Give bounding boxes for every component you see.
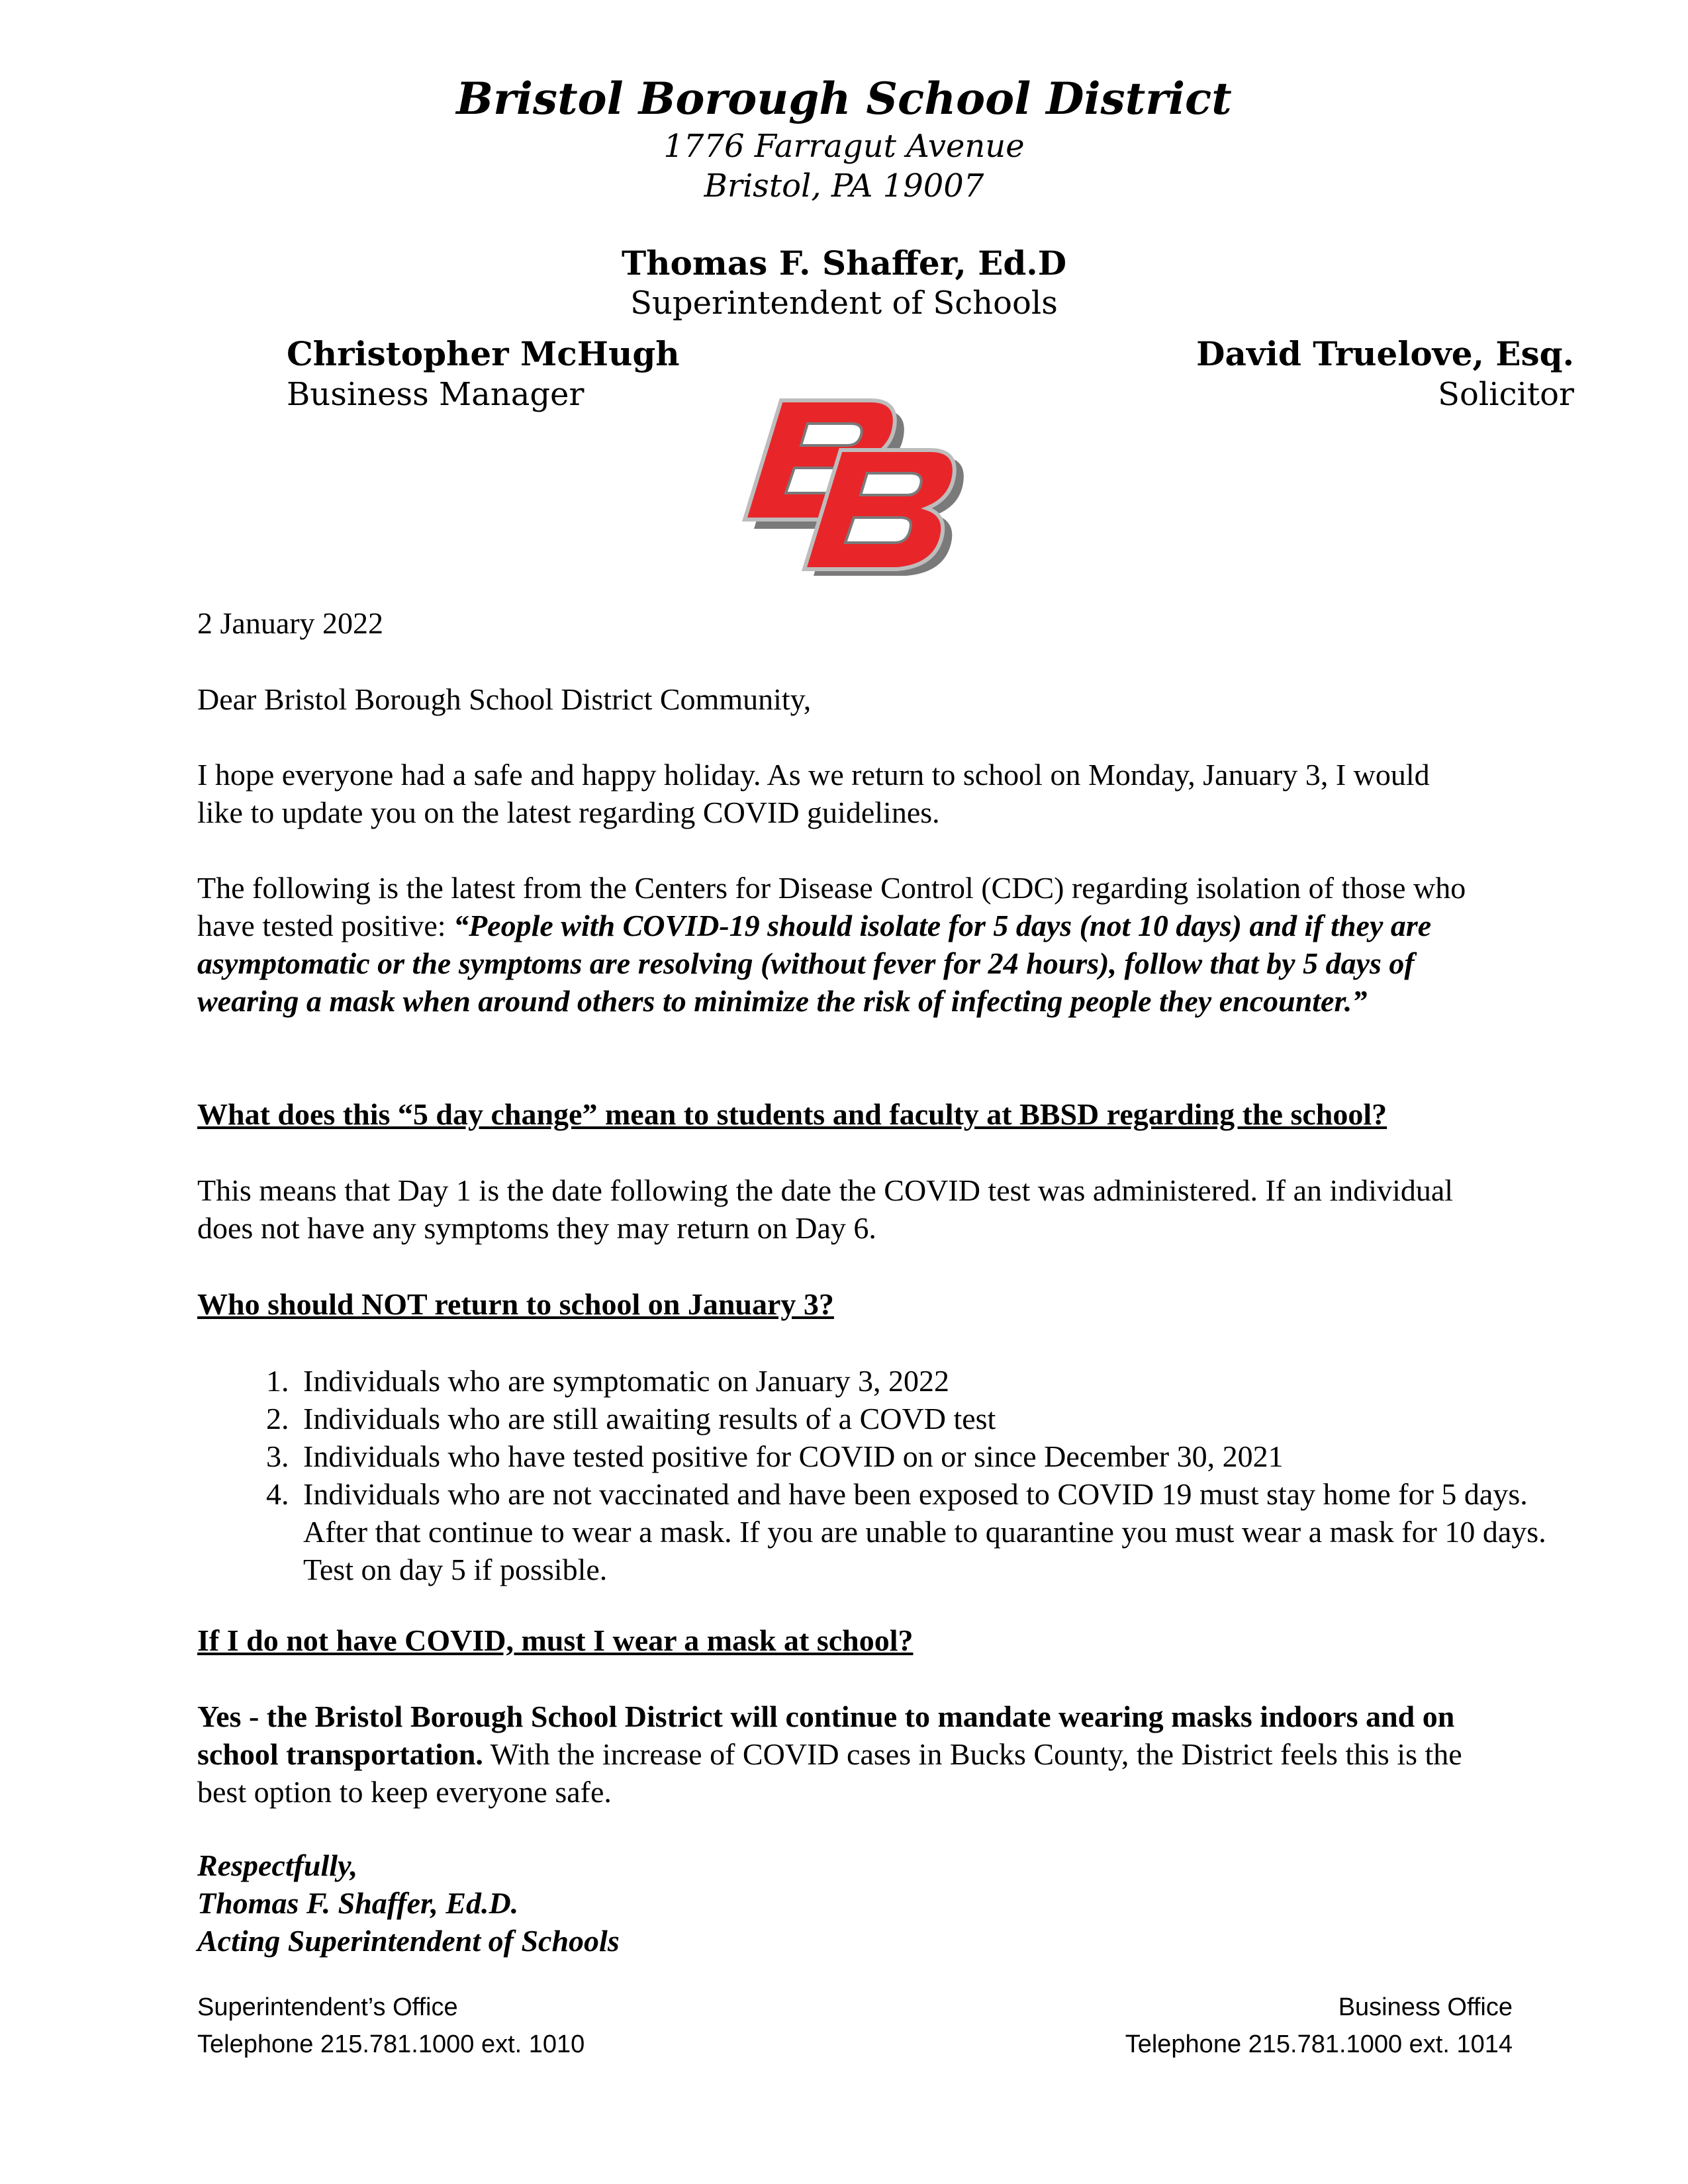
business-manager-name: Christopher McHugh — [287, 334, 680, 373]
business-manager-title: Business Manager — [287, 376, 585, 413]
signer-name: Thomas F. Shaffer, Ed.D. — [197, 1886, 519, 1920]
signature-block — [197, 1846, 620, 1960]
footer-right-label: Business Office — [1338, 1993, 1513, 2021]
footer-business-office — [1125, 1989, 1513, 2063]
paragraph-cdc-guidance — [197, 869, 1515, 1020]
solicitor-name: David Truelove, Esq. — [1196, 334, 1574, 373]
logo-letters — [745, 400, 955, 569]
closing: Respectfully, — [197, 1848, 358, 1882]
solicitor-title: Solicitor — [1438, 376, 1574, 413]
list-item: 3. Individuals who have tested positive for COVID on or since December 30, 2021 — [297, 1437, 1554, 1475]
footer-left-label: Superintendent’s Office — [197, 1993, 458, 2021]
paragraph-intro: I hope everyone had a safe and happy holiday. As we return to school on Monday, January 3, I would like to update you on the latest regarding COVID guidelines. — [197, 758, 1430, 829]
heading-five-day-change: What does this “5 day change” mean to students and faculty at BBSD regarding the school? — [197, 1097, 1387, 1131]
list-item: 4. Individuals who are not vaccinated and have been exposed to COVID 19 must stay home for 5 days. After that continue to wear a mask. If you are unable to quarantine you must wear a mask for 10 days. Test on day 5 if possible. — [297, 1475, 1554, 1588]
who-not-return-list — [244, 1362, 1554, 1588]
business-manager-block — [287, 334, 680, 413]
paragraph-mask-answer — [197, 1698, 1488, 1811]
mask-mandate-text: Yes - the Bristol Borough School District will continue to mandate wearing masks indoors and on school transportation. — [197, 1700, 1455, 1771]
letter-date: 2 January 2022 — [197, 606, 384, 640]
cdc-quote: “People with COVID-19 should isolate for 5 days (not 10 days) and if they are asymptomatic or the symptoms are resolving (without fever for 24 hours), follow that by 5 days of wearing a mask when around others to minimize the risk of infecting people they encounter.” — [197, 909, 1432, 1018]
superintendent-title: Superintendent of Schools — [630, 285, 1058, 322]
heading-mask-question: If I do not have COVID, must I wear a mask at school? — [197, 1623, 914, 1657]
list-item: 2. Individuals who are still awaiting results of a COVD test — [297, 1400, 1554, 1437]
bb-logo-icon — [718, 387, 983, 576]
signer-title: Acting Superintendent of Schools — [197, 1924, 620, 1958]
cdc-intro-text: The following is the latest from the Centers for Disease Control (CDC) regarding isolation of those who have tested positive: — [197, 871, 1466, 942]
salutation: Dear Bristol Borough School District Community, — [197, 682, 812, 716]
paragraph-day-one: This means that Day 1 is the date following the date the COVID test was administered. If an individual does not have any symptoms they may return on Day 6. — [197, 1173, 1454, 1245]
list-item: 1. Individuals who are symptomatic on January 3, 2022 — [297, 1362, 1554, 1400]
address-line-1: 1776 Farragut Avenue — [663, 128, 1025, 165]
mask-reason-text: With the increase of COVID cases in Bucks County, the District feels this is the best option to keep everyone safe. — [197, 1737, 1462, 1809]
address-line-2: Bristol, PA 19007 — [704, 167, 984, 205]
footer-superintendent-office — [197, 1989, 585, 2063]
footer-right-phone: Telephone 215.781.1000 ext. 1014 — [1125, 2030, 1513, 2058]
superintendent-name: Thomas F. Shaffer, Ed.D — [621, 244, 1067, 283]
solicitor-block — [1196, 334, 1574, 413]
heading-who-not-return: Who should NOT return to school on January 3? — [197, 1287, 834, 1321]
district-name: Bristol Borough School District — [456, 73, 1232, 124]
footer-left-phone: Telephone 215.781.1000 ext. 1010 — [197, 2030, 585, 2058]
